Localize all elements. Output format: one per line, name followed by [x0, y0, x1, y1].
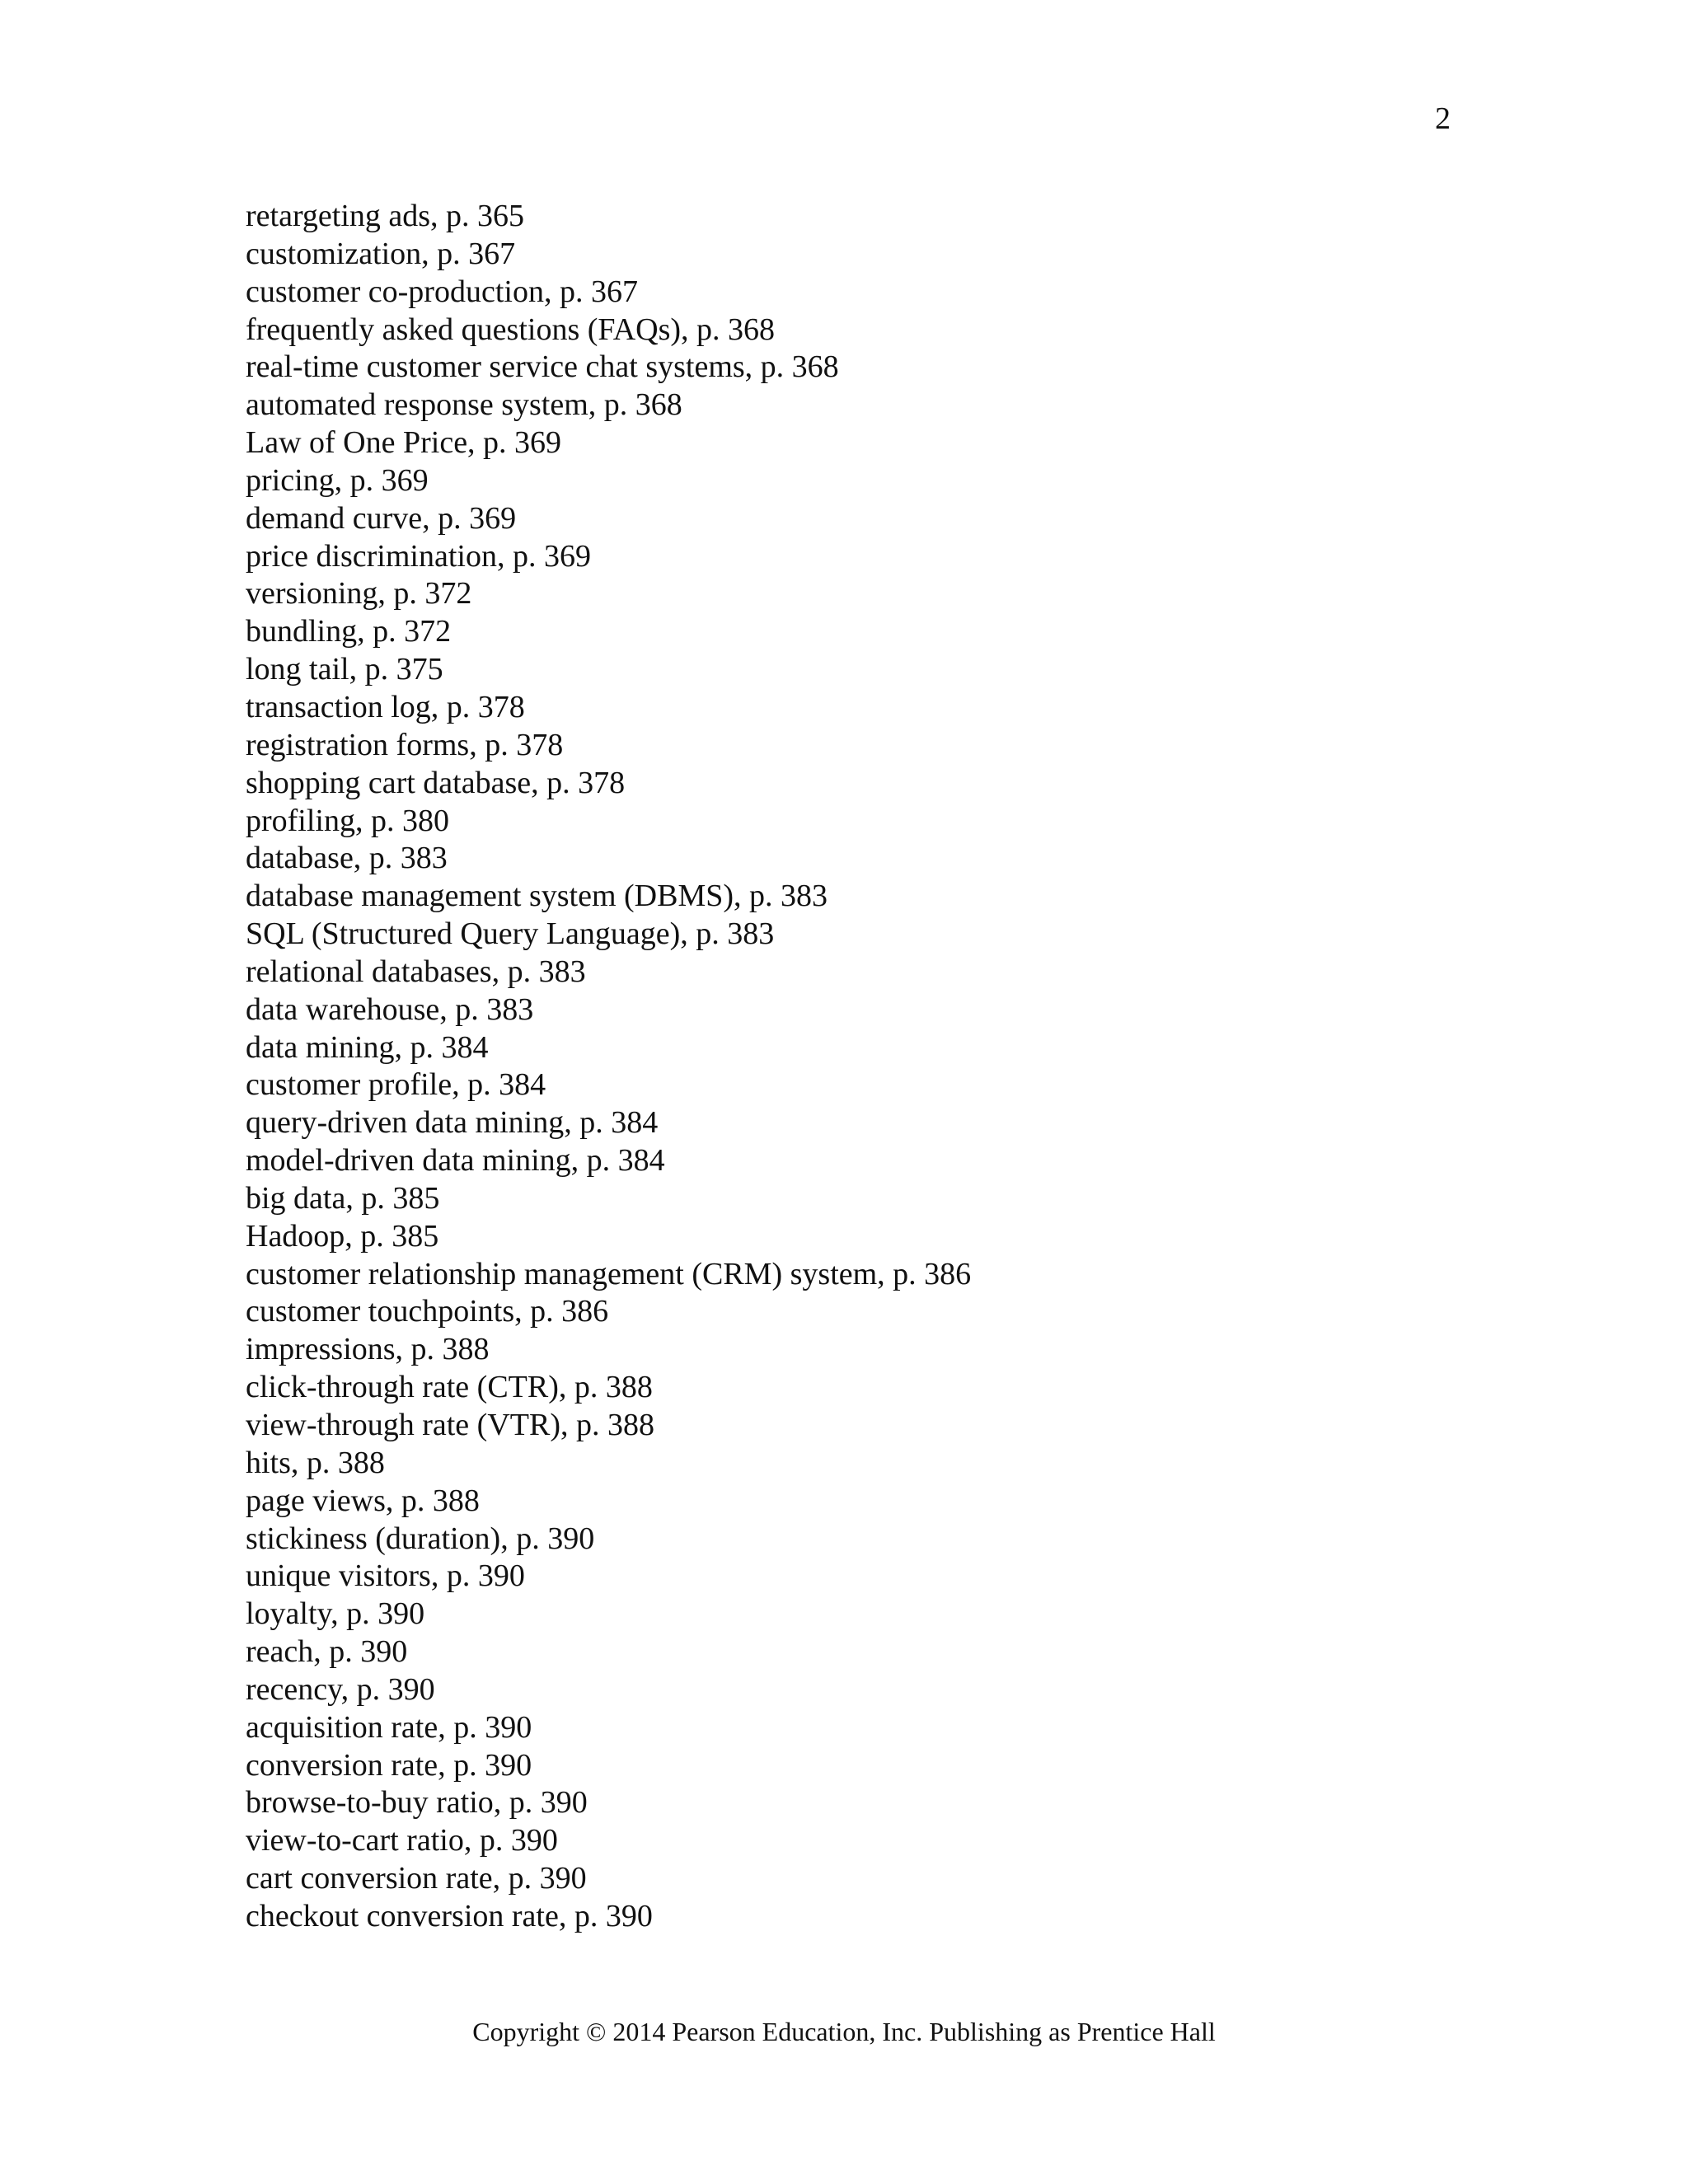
list-item: model-driven data mining, p. 384 [246, 1143, 665, 1179]
list-item: pricing, p. 369 [246, 462, 429, 498]
list-item: conversion rate, p. 390 [246, 1747, 532, 1783]
list-item: browse-to-buy ratio, p. 390 [246, 1785, 588, 1821]
list-item: Law of One Price, p. 369 [246, 425, 562, 461]
list-item: checkout conversion rate, p. 390 [246, 1898, 653, 1933]
list-item: acquisition rate, p. 390 [246, 1709, 532, 1745]
list-item: SQL (Structured Query Language), p. 383 [246, 916, 775, 952]
list-item: reach, p. 390 [246, 1634, 408, 1670]
list-item: shopping cart database, p. 378 [246, 765, 626, 800]
list-item: big data, p. 385 [246, 1180, 440, 1216]
list-item: demand curve, p. 369 [246, 500, 517, 536]
list-item: relational databases, p. 383 [246, 954, 586, 989]
list-item: retargeting ads, p. 365 [246, 199, 525, 233]
list-item: view-to-cart ratio, p. 390 [246, 1823, 558, 1858]
list-item: cart conversion rate, p. 390 [246, 1861, 587, 1896]
list-item: customer co-production, p. 367 [246, 274, 638, 309]
list-item: customization, p. 367 [246, 236, 516, 271]
list-item: transaction log, p. 378 [246, 689, 525, 724]
list-item: customer touchpoints, p. 386 [246, 1294, 609, 1329]
list-item: registration forms, p. 378 [246, 727, 564, 762]
list-item: real-time customer service chat systems, p. 368 [246, 349, 839, 385]
list-item: customer relationship management (CRM) system, p. 386 [246, 1256, 972, 1291]
list-item: unique visitors, p. 390 [246, 1558, 525, 1594]
list-item: price discrimination, p. 369 [246, 538, 591, 574]
list-item: bundling, p. 372 [246, 614, 452, 649]
list-item: long tail, p. 375 [246, 652, 443, 687]
list-item: click-through rate (CTR), p. 388 [246, 1370, 653, 1405]
list-item: data warehouse, p. 383 [246, 991, 534, 1027]
list-item: customer profile, p. 384 [246, 1067, 546, 1103]
list-item: recency, p. 390 [246, 1671, 435, 1707]
list-item: database, p. 383 [246, 841, 448, 876]
copyright-footer: Copyright © 2014 Pearson Education, Inc. Publishing as Prentice Hall [472, 2017, 1216, 2046]
list-item: versioning, p. 372 [246, 576, 472, 612]
list-item: hits, p. 388 [246, 1445, 385, 1480]
list-item: automated response system, p. 368 [246, 387, 682, 423]
list-item: loyalty, p. 390 [246, 1596, 425, 1632]
list-item: Hadoop, p. 385 [246, 1218, 439, 1254]
page-number: 2 [1435, 101, 1451, 136]
list-item: view-through rate (VTR), p. 388 [246, 1408, 654, 1442]
list-item: frequently asked questions (FAQs), p. 368 [246, 312, 776, 347]
key-terms-list [246, 198, 971, 1936]
list-item: profiling, p. 380 [246, 803, 449, 838]
list-item: page views, p. 388 [246, 1483, 480, 1518]
list-item: impressions, p. 388 [246, 1332, 490, 1367]
list-item: stickiness (duration), p. 390 [246, 1521, 595, 1556]
list-item: database management system (DBMS), p. 383 [246, 879, 828, 914]
list-item: query-driven data mining, p. 384 [246, 1105, 659, 1141]
list-item: data mining, p. 384 [246, 1029, 489, 1065]
